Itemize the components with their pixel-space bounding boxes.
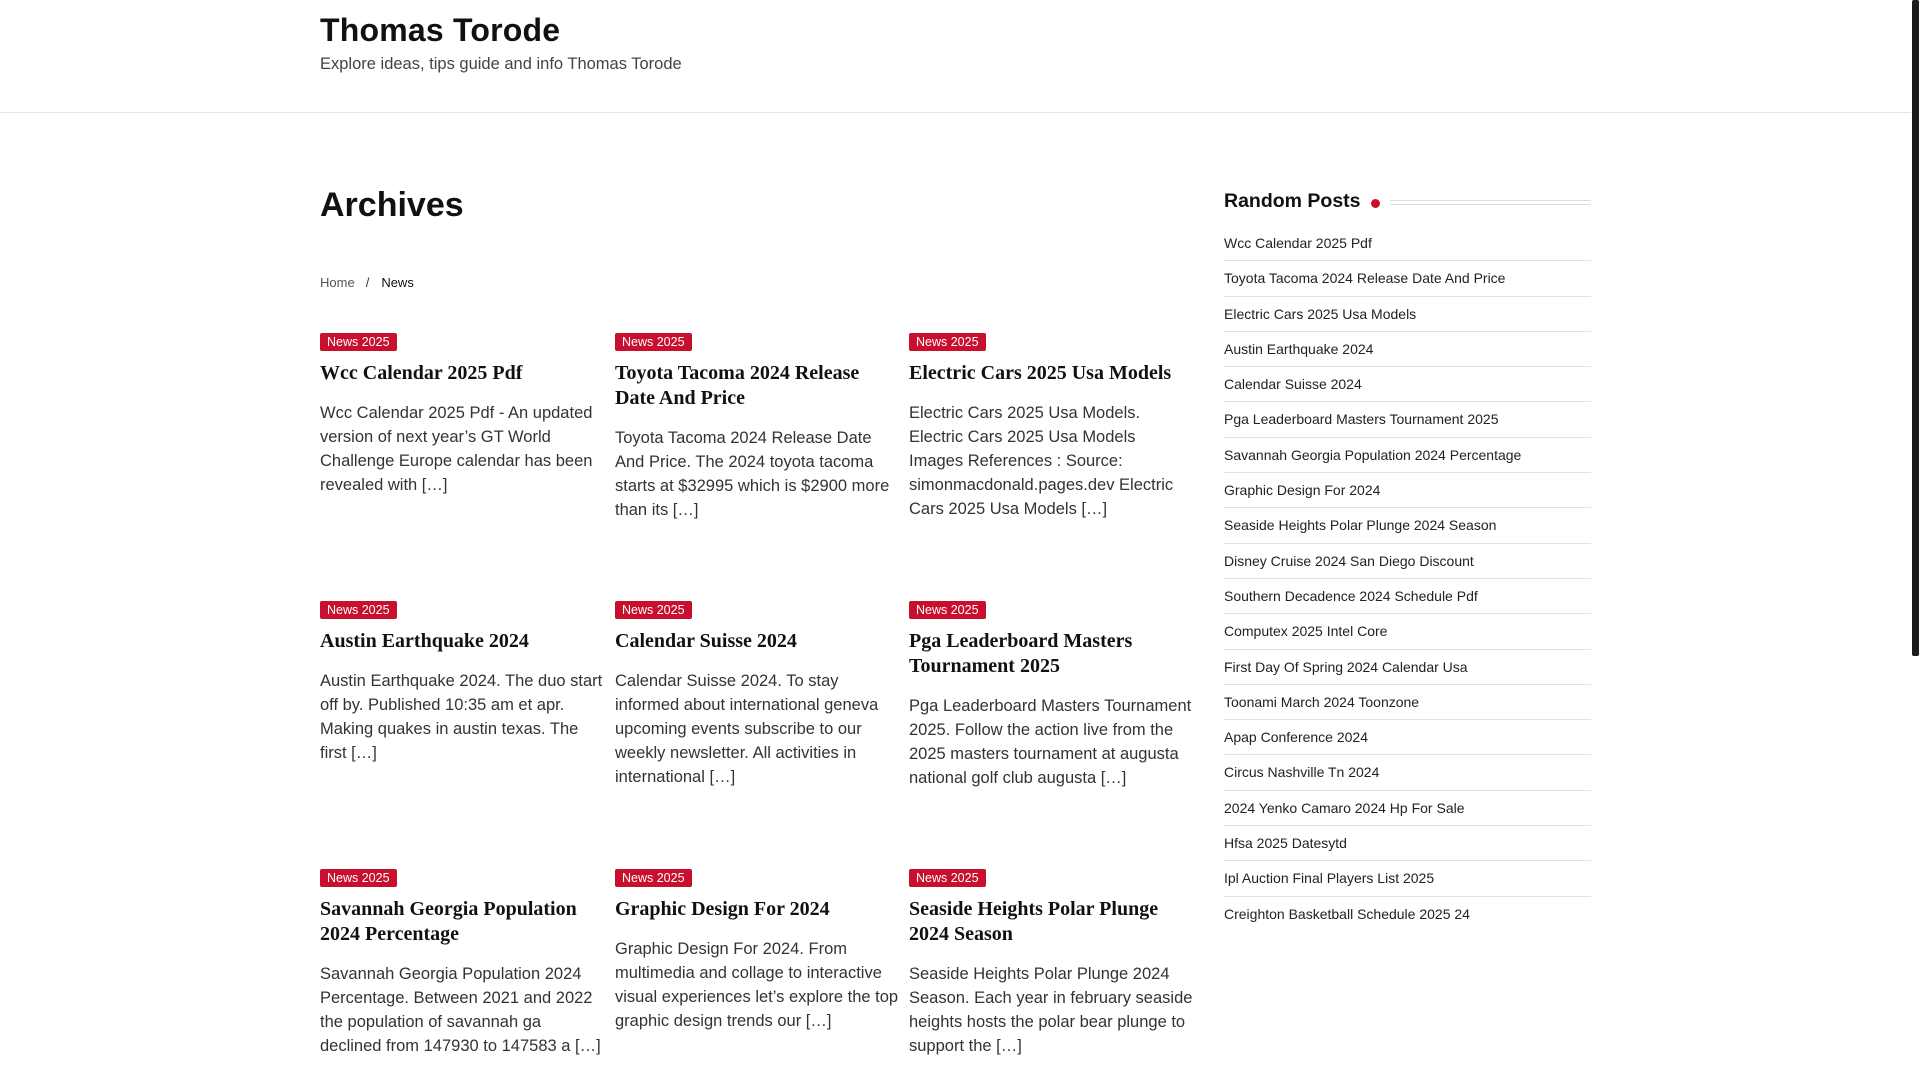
heading-divider <box>1390 200 1591 205</box>
post-excerpt: Calendar Suisse 2024. To stay informed about international geneva upcoming events subscribe to our weekly newsletter. All activities in international […] <box>615 672 879 786</box>
post-excerpt: Toyota Tacoma 2024 Release Date And Price. The 2024 toyota tacoma starts at $32995 which is $2900 more than its […] <box>615 429 890 519</box>
random-post-link[interactable]: Electric Cars 2025 Usa Models <box>1224 297 1591 332</box>
random-post-link[interactable]: Southern Decadence 2024 Schedule Pdf <box>1224 579 1591 614</box>
random-post-link[interactable]: 2024 Yenko Camaro 2024 Hp For Sale <box>1224 791 1591 826</box>
random-post-link[interactable]: Apap Conference 2024 <box>1224 720 1591 755</box>
site-header <box>0 0 1911 113</box>
post-title-link[interactable]: Electric Cars 2025 Usa Models <box>909 362 1172 384</box>
breadcrumb <box>320 275 414 290</box>
category-badge[interactable]: News 2025 <box>615 601 692 619</box>
random-post-link[interactable]: Toonami March 2024 Toonzone <box>1224 685 1591 720</box>
post-title-link[interactable]: Savannah Georgia Population 2024 Percentage <box>320 898 577 945</box>
random-post-link[interactable]: Austin Earthquake 2024 <box>1224 332 1591 367</box>
post-title-link[interactable]: Calendar Suisse 2024 <box>615 630 797 652</box>
random-post-link[interactable]: Seaside Heights Polar Plunge 2024 Season <box>1224 508 1591 543</box>
breadcrumb-home-link[interactable]: Home <box>320 275 355 290</box>
post-excerpt: Pga Leaderboard Masters Tournament 2025. Follow the action live from the 2025 masters tournament at augusta national golf club augusta […] <box>909 697 1192 787</box>
random-posts-list <box>1224 226 1591 932</box>
category-badge[interactable]: News 2025 <box>320 869 397 887</box>
post-excerpt: Wcc Calendar 2025 Pdf - An updated version of next year’s GT World Challenge Europe calendar has been revealed with […] <box>320 404 593 494</box>
category-badge[interactable]: News 2025 <box>909 601 986 619</box>
post-title-link[interactable]: Austin Earthquake 2024 <box>320 630 529 652</box>
random-post-link[interactable]: Pga Leaderboard Masters Tournament 2025 <box>1224 402 1591 437</box>
post-title-link[interactable]: Wcc Calendar 2025 Pdf <box>320 362 523 384</box>
random-post-link[interactable]: Graphic Design For 2024 <box>1224 473 1591 508</box>
random-post-link[interactable]: Toyota Tacoma 2024 Release Date And Price <box>1224 261 1591 296</box>
post-card <box>615 601 900 789</box>
post-card <box>320 869 605 1058</box>
accent-dot-icon <box>1371 199 1380 208</box>
post-excerpt: Seaside Heights Polar Plunge 2024 Season. Each year in february seaside heights hosts the polar bear plunge to support the […] <box>909 965 1193 1055</box>
random-post-link[interactable]: Disney Cruise 2024 San Diego Discount <box>1224 544 1591 579</box>
site-tagline: Explore ideas, tips guide and info Thomas Torode <box>320 55 682 73</box>
post-excerpt: Austin Earthquake 2024. The duo start off by. Published 10:35 am et apr. Making quakes in austin texas. The first […] <box>320 672 603 762</box>
post-excerpt: Graphic Design For 2024. From multimedia and collage to interactive visual experiences let’s explore the top graphic design trends our […] <box>615 940 899 1030</box>
post-excerpt: Savannah Georgia Population 2024 Percentage. Between 2021 and 2022 the population of savannah ga declined from 147930 to 147583 a […] <box>320 965 601 1055</box>
post-card <box>320 601 605 765</box>
site-title[interactable]: Thomas Torode <box>320 12 561 48</box>
random-post-link[interactable]: Creighton Basketball Schedule 2025 24 <box>1224 905 1470 922</box>
post-card <box>615 333 900 522</box>
post-title-link[interactable]: Pga Leaderboard Masters Tournament 2025 <box>909 630 1133 677</box>
category-badge[interactable]: News 2025 <box>909 869 986 887</box>
sidebar <box>1224 190 1591 932</box>
random-post-link[interactable]: Savannah Georgia Population 2024 Percentage <box>1224 438 1591 473</box>
random-post-link[interactable]: Hfsa 2025 Datesytd <box>1224 826 1591 861</box>
random-post-link[interactable]: Wcc Calendar 2025 Pdf <box>1224 226 1591 261</box>
random-post-link[interactable]: Computex 2025 Intel Core <box>1224 614 1591 649</box>
category-badge[interactable]: News 2025 <box>320 333 397 351</box>
random-post-link[interactable]: First Day Of Spring 2024 Calendar Usa <box>1224 650 1591 685</box>
post-title-link[interactable]: Graphic Design For 2024 <box>615 898 830 920</box>
category-badge[interactable]: News 2025 <box>320 601 397 619</box>
random-post-link[interactable]: Ipl Auction Final Players List 2025 <box>1224 861 1591 896</box>
breadcrumb-separator: / <box>365 275 370 290</box>
category-badge[interactable]: News 2025 <box>615 869 692 887</box>
random-post-link[interactable]: Calendar Suisse 2024 <box>1224 367 1591 402</box>
post-card <box>909 333 1194 521</box>
category-badge[interactable]: News 2025 <box>909 333 986 351</box>
random-post-link[interactable]: Circus Nashville Tn 2024 <box>1224 755 1591 790</box>
breadcrumb-current: News <box>381 275 414 290</box>
scrollbar-thumb[interactable] <box>1912 0 1919 656</box>
post-card <box>909 869 1194 1058</box>
page-title: Archives <box>320 186 464 224</box>
post-card <box>615 869 900 1033</box>
random-posts-heading <box>1224 190 1591 216</box>
post-title-link[interactable]: Toyota Tacoma 2024 Release Date And Price <box>615 362 860 409</box>
category-badge[interactable]: News 2025 <box>615 333 692 351</box>
random-posts-title: Random Posts <box>1224 190 1361 212</box>
post-title-link[interactable]: Seaside Heights Polar Plunge 2024 Season <box>909 898 1159 945</box>
post-card <box>909 601 1194 790</box>
post-card <box>320 333 605 497</box>
post-excerpt: Electric Cars 2025 Usa Models. Electric Cars 2025 Usa Models Images References : Source: simonmacdonald.pages.dev Electric Cars 2025 Usa Models […] <box>909 404 1174 518</box>
